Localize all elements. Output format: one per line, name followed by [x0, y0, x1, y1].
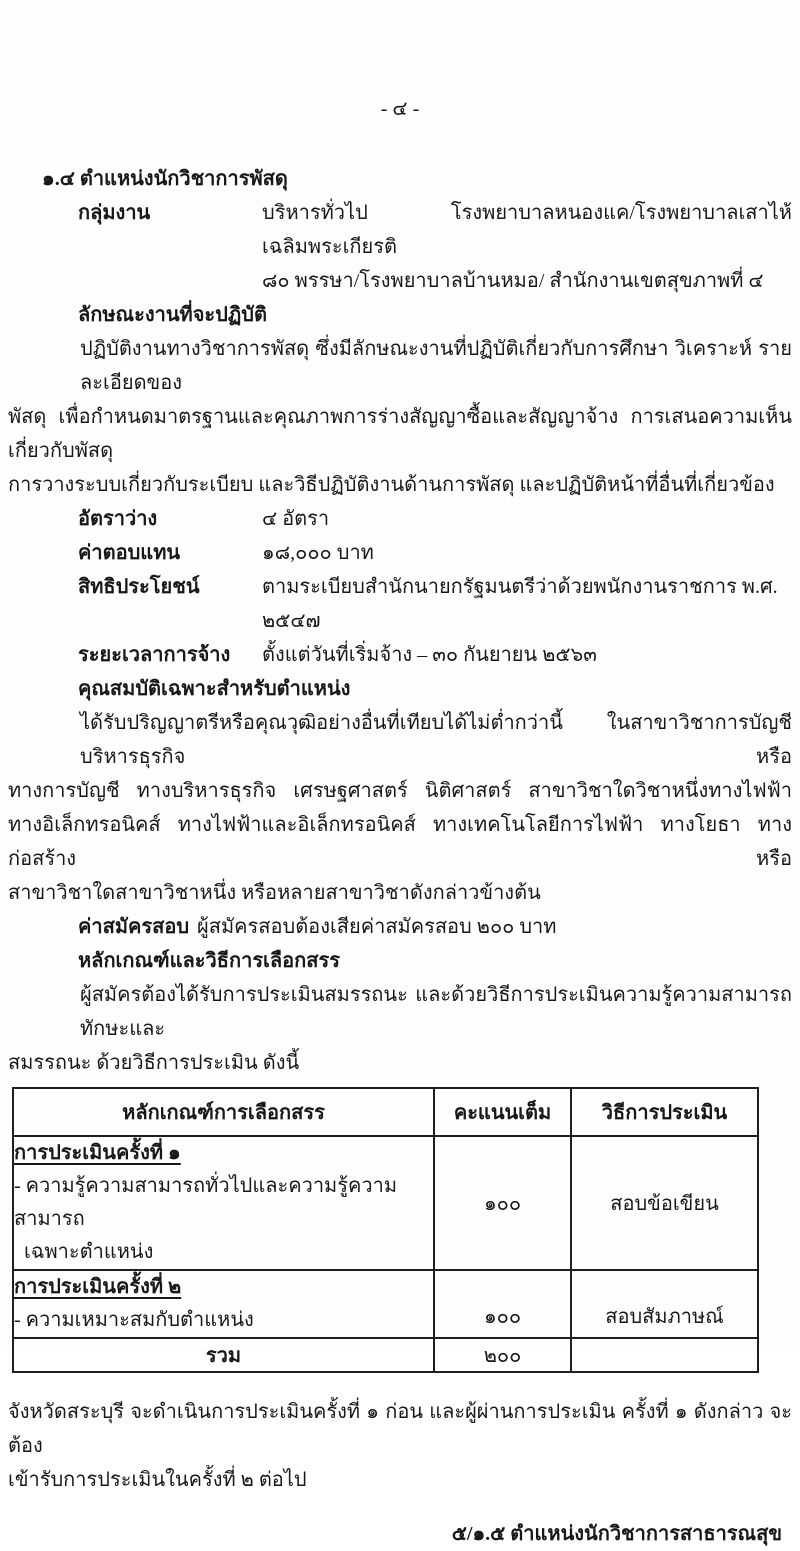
paragraph-line: ปฏิบัติงานทางวิชาการพัสดุ ซึ่งมีลักษณะงานที่ปฏิบัติเกี่ยวกับการศึกษา วิเคราะห์ รายละเอียดของ [80, 338, 792, 394]
next-section-note: ๕/๑.๕ ตำแหน่งนักวิชาการสาธารณสุข [451, 1523, 782, 1545]
work-group-value-line1: บริหารทั่วไป โรงพยาบาลหนองแค/โรงพยาบาลเสาไห้เฉลิมพระเกียรติ [262, 202, 792, 258]
field-label-benefits: สิทธิประโยชน์ [78, 576, 200, 598]
total-method-cell [571, 1338, 758, 1372]
field-value-vacancy: ๔ อัตรา [262, 508, 330, 530]
paragraph-line: ผู้สมัครต้องได้รับการประเมินสมรรถนะ และด้วยวิธีการประเมินความรู้ความสามารถ ทักษะและ [80, 984, 792, 1040]
application-fee-text: ผู้สมัครสอบต้องเสียค่าสมัครสอบ ๒๐๐ บาท [197, 916, 557, 938]
score-cell: ๑๐๐ [434, 1136, 571, 1270]
field-value-salary: ๑๘,๐๐๐ บาท [262, 542, 374, 564]
page-number: - ๔ - [380, 98, 420, 120]
heading-qualifications: คุณสมบัติเฉพาะสำหรับตำแหน่ง [78, 678, 351, 700]
paragraph-line: ทางการบัญชี ทางบริหารธุรกิจ เศรษฐศาสตร์ นิติศาสตร์ สาขาวิชาใดวิชาหนึ่งทางไฟฟ้า [8, 780, 792, 802]
field-work-group [8, 196, 792, 298]
total-score-cell: ๒๐๐ [434, 1338, 571, 1372]
field-salary [8, 536, 792, 570]
heading-job-description: ลักษณะงานที่จะปฏิบัติ [78, 304, 267, 326]
method-cell: สอบข้อเขียน [571, 1136, 758, 1270]
field-value-work-group [262, 196, 792, 298]
paragraph-line: ทางอิเล็กทรอนิคส์ ทางไฟฟ้าและอิเล็กทรอนิคส์ ทางเทคโนโลยีการไฟฟ้า ทางโยธา ทางก่อสร้าง หรือ [8, 814, 792, 870]
job-description-paragraph [8, 332, 792, 502]
field-benefits [8, 570, 792, 638]
table-row [13, 1136, 758, 1270]
table-header-row [13, 1088, 758, 1136]
assessment-detail-line: - ความเหมาะสมกับตำแหน่ง [14, 1309, 254, 1331]
application-fee-line [78, 910, 792, 944]
assessment-round-title: การประเมินครั้งที่ ๒ [14, 1276, 182, 1298]
paragraph-line: จังหวัดสระบุรี จะดำเนินการประเมินครั้งที่ ๑ ก่อน และผู้ผ่านการประเมิน ครั้งที่ ๑ ดังกล่าว จะต้อง [8, 1401, 792, 1457]
field-label-work-group: กลุ่มงาน [78, 202, 151, 224]
table-row [13, 1270, 758, 1338]
criteria-cell [13, 1270, 434, 1338]
qualifications-paragraph [8, 706, 792, 910]
paragraph-line: เข้ารับการประเมินในครั้งที่ ๒ ต่อไป [8, 1469, 307, 1491]
selection-criteria-table [12, 1087, 759, 1373]
heading-selection-criteria: หลักเกณฑ์และวิธีการเลือกสรร [78, 950, 340, 972]
score-cell: ๑๐๐ [434, 1270, 571, 1338]
table-total-row [13, 1338, 758, 1372]
header-cell-method: วิธีการประเมิน [571, 1088, 758, 1136]
selection-paragraph [8, 978, 792, 1080]
method-cell: สอบสัมภาษณ์ [571, 1270, 758, 1338]
criteria-cell [13, 1136, 434, 1270]
paragraph-line: ได้รับปริญญาตรีหรือคุณวุฒิอย่างอื่นที่เทียบได้ไม่ต่ำกว่านี้ ในสาขาวิชาการบัญชี บริหารธุรกิจ หรือ [80, 712, 792, 768]
paragraph-line: สาขาวิชาใดสาขาวิชาหนึ่ง หรือหลายสาขาวิชาดังกล่าวข้างต้น [8, 882, 541, 904]
assessment-round-title: การประเมินครั้งที่ ๑ [14, 1142, 181, 1164]
application-fee-label: ค่าสมัครสอบ [78, 916, 190, 938]
field-vacancy [8, 502, 792, 536]
field-label-vacancy: อัตราว่าง [78, 508, 158, 530]
field-value-benefits: ตามระเบียบสำนักนายกรัฐมนตรีว่าด้วยพนักงานราชการ พ.ศ. ๒๕๔๗ [262, 576, 778, 632]
total-label-cell: รวม [13, 1338, 434, 1372]
field-employment-period [8, 638, 792, 672]
paragraph-line: สมรรถนะ ด้วยวิธีการประเมิน ดังนี้ [8, 1052, 300, 1074]
paragraph-line: พัสดุ เพื่อกำหนดมาตรฐานและคุณภาพการร่างสัญญาซื้อและสัญญาจ้าง การเสนอความเห็นเกี่ยวกับพัสดุ [8, 406, 792, 462]
section-title: ๑.๔ ตำแหน่งนักวิชาการพัสดุ [42, 168, 288, 190]
field-label-employment-period: ระยะเวลาการจ้าง [78, 644, 231, 666]
header-cell-criteria: หลักเกณฑ์การเลือกสรร [13, 1088, 434, 1136]
assessment-detail-line: เฉพาะตำแหน่ง [24, 1241, 154, 1263]
header-cell-max-score: คะแนนเต็ม [434, 1088, 571, 1136]
closing-paragraph [8, 1395, 792, 1497]
field-label-salary: ค่าตอบแทน [78, 542, 181, 564]
work-group-value-line2: ๘๐ พรรษา/โรงพยาบาลบ้านหมอ/ สำนักงานเขตสุขภาพที่ ๔ [262, 270, 764, 292]
assessment-detail-line: - ความรู้ความสามารถทั่วไปและความรู้ความสามารถ [14, 1175, 397, 1230]
paragraph-line: การวางระบบเกี่ยวกับระเบียบ และวิธีปฏิบัติงานด้านการพัสดุ และปฏิบัติหน้าที่อื่นที่เกี่ยวข้อง [8, 474, 775, 496]
field-value-employment-period: ตั้งแต่วันที่เริ่มจ้าง – ๓๐ กันยายน ๒๕๖๓ [262, 644, 597, 666]
